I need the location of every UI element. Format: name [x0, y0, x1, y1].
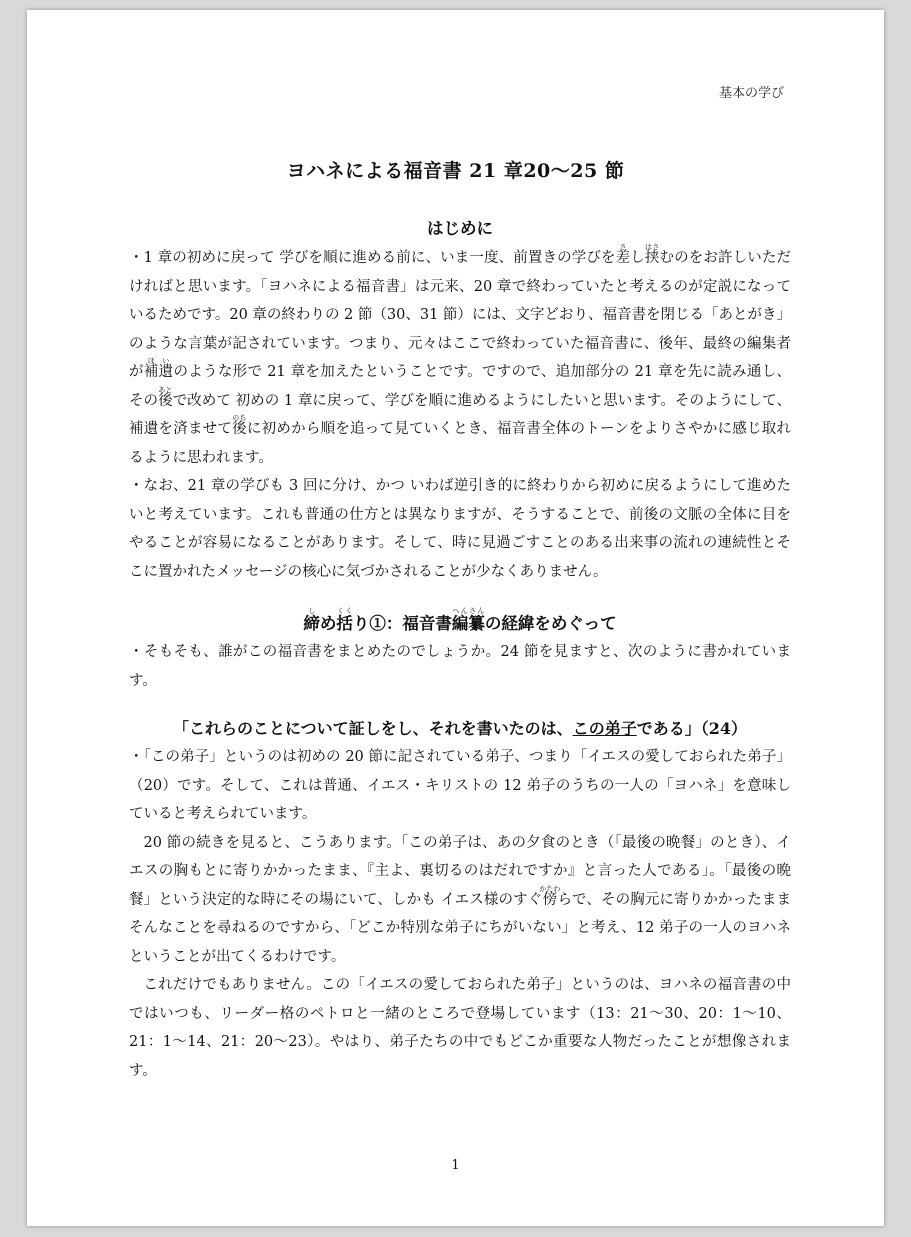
text-run: に初めから順を追って見ていくとき、福音書全体のトーンをよりさやかに感じ取れるように思われます。 [129, 421, 792, 466]
ruby-word: 後のち [232, 414, 247, 437]
intro-paragraph-2: ・なお、21 章の学びも 3 回に分け、かつ いわば逆引き的に終わりから初めに戻るようにして進めたいと考えています。これも普通の仕方とは異なりますが、そうすることで、前後の文脈の全体に目をやることが容易になることがあります。そして、時に見過ごすことのある出来事の流れの連続性とそこに置かれたメッセージの核心に気づかされることが少なくありません。 [129, 478, 791, 580]
section2-paragraph-1: ・「この弟子」というのは初めの 20 節に記されている弟子、つまり「イエスの愛しておられた弟子」（20）です。そして、これは普通、イエス・キリストの 12 弟子のうちの一人の「ヨハネ」を意味していると考えられています。 [129, 749, 791, 822]
ruby-word: 挟はさ [644, 243, 660, 266]
intro-heading: はじめに [427, 219, 493, 238]
ruby-word: 補遺ほい [143, 357, 174, 380]
intro-paragraph-1 [129, 243, 791, 472]
section2-paragraph-2: 20 節の続きを見ると、こうあります。「この弟子は、あの夕食のとき（「最後の晩餐」のとき）、イエスの胸もとに寄りかかったまま、『主よ、裏切るのはだれですか』と言った人である」。「最後の晩餐」という決定的な時にその場にいて、しかも イエス様のすぐ傍かたわらで、その胸元に寄りかかったまま そんなことを尋ねるのですから、「どこか特別な弟子にちがいない」と考え、12 弟子の一人のヨハネということが出てくるわけです。 [129, 834, 791, 965]
ruby-word: 傍かたわ [539, 884, 561, 908]
text-run: むのをお許しいただければと思います。「ヨハネによる福音書」は元来、20 章で終わっていたと考えるのが定説になっているためです。20 章の終わりの 2 節（30、31 節）には、文字どおり、福音書を閉じる「あとがき」のような言葉が記されています。つまり、元々はここで終わっていた福音書に、後年、最終の編集者が [129, 250, 792, 380]
text-run: ・1 章の初めに戻って 学びを順に進める前に、いま一度、前置きの学びを [129, 250, 616, 266]
text-run: し [630, 250, 645, 266]
document-body [129, 215, 791, 1085]
text-run: のような形で 21 章を加えたということです。ですので、追加部分の 21 章を先に読み通し、その [129, 364, 792, 409]
ruby-word: 後あと [158, 385, 173, 409]
section1-paragraph: ・そもそも、誰がこの福音書をまとめたのでしょうか。24 節を見ますと、次のように書かれています。 [129, 644, 791, 689]
ruby-word: 括くく [336, 607, 353, 633]
document-page [27, 10, 884, 1226]
running-header: 基本の学び [718, 86, 784, 101]
ruby-word: 締し [303, 607, 320, 633]
text-run: で改めて 初めの 1 章に戻って、学びを順に進めるようにしたいと思います。そのようにして、補遺を済ませて [129, 392, 792, 437]
underlined-phrase: この弟子 [572, 719, 637, 738]
ruby-word: 差さ [615, 243, 631, 266]
page-number: 1 [451, 1158, 460, 1173]
scripture-quote: 「これらのことについて証しをし、それを書いたのは、この弟子である」（24） [173, 719, 747, 738]
document-title: ヨハネによる福音書 21 章20〜25 節 [286, 160, 625, 182]
section-heading-conclusion: 締しめ括くくり①：福音書編纂へんさんの経緯をめぐって [303, 607, 617, 633]
ruby-word: 編纂へんさん [451, 607, 485, 633]
section2-paragraph-3: これだけでもありません。この「イエスの愛しておられた弟子」というのは、ヨハネの福音書の中ではいつも、リーダー格のペトロと一緒のところで登場しています（13：21〜30、20：1〜10、21：1〜14、21：20〜23）。やはり、弟子たちの中でもどこか重要な人物だったことが想像されます。 [129, 977, 791, 1079]
